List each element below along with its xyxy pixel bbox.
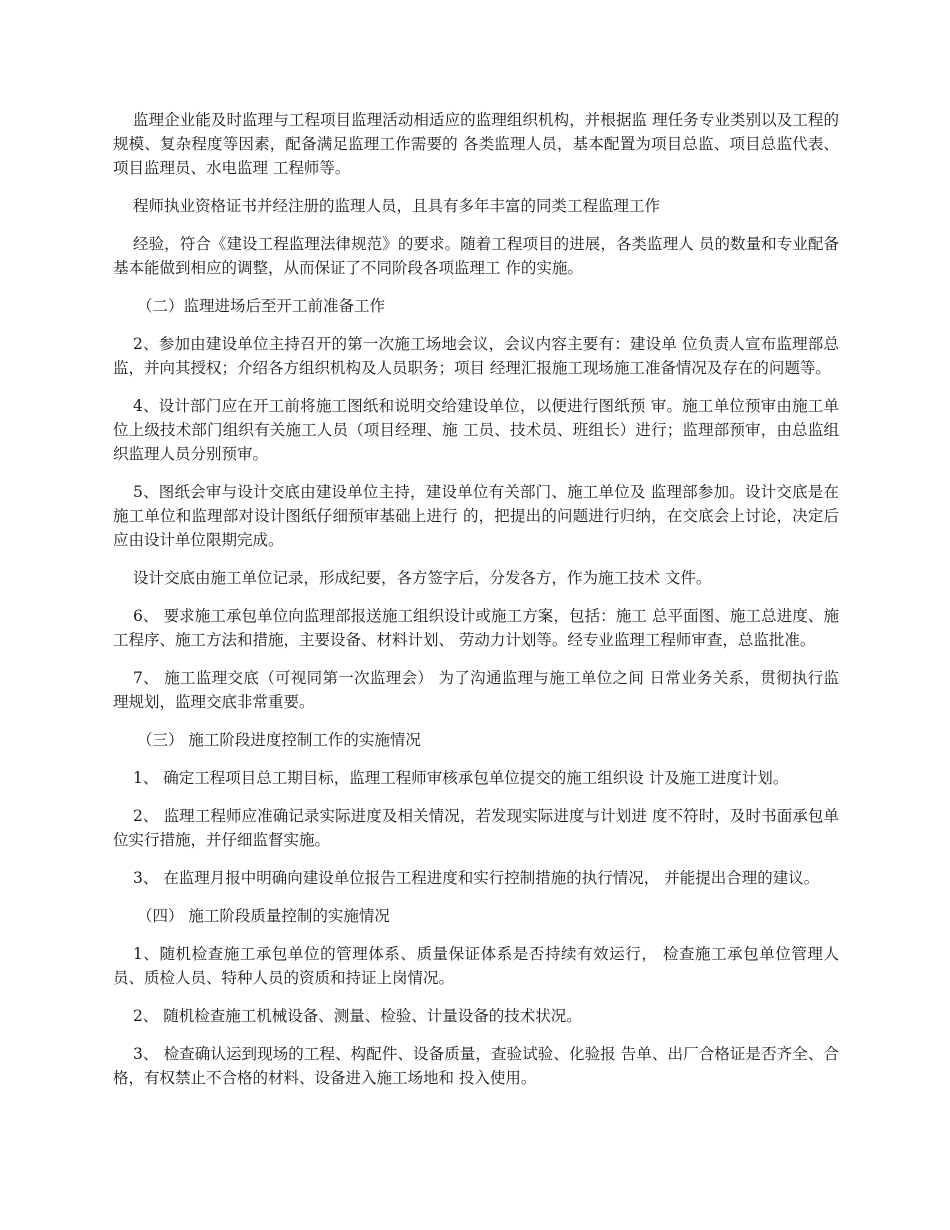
paragraph: 3、 检查确认运到现场的工程、构配件、设备质量，查验试验、化验报 告单、出厂合格证是否齐全、合格，有权禁止不合格的材料、设备进入施工场地和 投入使用。 <box>113 1045 839 1087</box>
document-body <box>113 108 839 1104</box>
paragraph: 1、 确定工程项目总工期目标，监理工程师审核承包单位提交的施工组织设 计及施工进度计划。 <box>133 769 789 787</box>
paragraph: 2、参加由建设单位主持召开的第一次施工场地会议，会议内容主要有：建设单 位负责人宣布监理部总监，并向其授权；介绍各方组织机构及人员职务；项目 经理汇报施工现场施工准备情况及存在的问题等。 <box>113 335 839 377</box>
paragraph: 3、 在监理月报中明确向建设单位报告工程进度和实行控制措施的执行情况， 并能提出合理的建议。 <box>133 869 820 887</box>
paragraph: 4、设计部门应在开工前将施工图纸和说明交给建设单位，以便进行图纸预 审。施工单位预审由施工单位上级技术部门组织有关施工人员（项目经理、施 工员、技术员、班组长）进行；监理部预审，由总监组织监理人员分别预审。 <box>113 397 839 463</box>
paragraph: 设计交底由施工单位记录，形成纪要，各方签字后，分发各方，作为施工技术 文件。 <box>133 569 712 587</box>
section-heading: （三） 施工阶段进度控制工作的实施情况 <box>137 731 421 749</box>
paragraph: 经验，符合《建设工程监理法律规范》的要求。随着工程项目的进展，各类监理人 员的数量和专业配备基本能做到相应的调整，从而保证了不同阶段各项监理工 作的实施。 <box>113 235 839 277</box>
paragraph: 2、 随机检查施工机械设备、测量、检验、计量设备的技术状况。 <box>133 1007 582 1025</box>
paragraph: 1、随机检查施工承包单位的管理体系、质量保证体系是否持续有效运行， 检查施工承包单位管理人员、质检人员、特种人员的资质和持证上岗情况。 <box>113 945 839 987</box>
section-heading: （二）监理进场后至开工前准备工作 <box>137 297 386 315</box>
paragraph: 5、图纸会审与设计交底由建设单位主持，建设单位有关部门、施工单位及 监理部参加。设计交底是在施工单位和监理部对设计图纸仔细预审基础上进行 的，把提出的问题进行归纳，在交底会上讨论，决定后应由设计单位限期完成。 <box>113 483 839 549</box>
paragraph: 7、 施工监理交底（可视同第一次监理会） 为了沟通监理与施工单位之间 日常业务关系，贯彻执行监理规划，监理交底非常重要。 <box>113 669 839 711</box>
paragraph: 程师执业资格证书并经注册的监理人员，且具有多年丰富的同类工程监理工作 <box>133 197 661 215</box>
paragraph: 监理企业能及时监理与工程项目监理活动相适应的监理组织机构，并根据监 理任务专业类别以及工程的规模、复杂程度等因素，配备满足监理工作需要的 各类监理人员，基本配置为项目总监、项目总监代表、项目监理员、水电监理 工程师等。 <box>113 111 839 177</box>
section-heading: （四） 施工阶段质量控制的实施情况 <box>137 907 390 925</box>
paragraph: 6、 要求施工承包单位向监理部报送施工组织设计或施工方案，包括：施工 总平面图、施工总进度、施工程序、施工方法和措施，主要设备、材料计划、 劳动力计划等。经专业监理工程师审查，总监批准。 <box>113 607 839 649</box>
paragraph: 2、 监理工程师应准确记录实际进度及相关情况，若发现实际进度与计划进 度不符时，及时书面承包单位实行措施，并仔细监督实施。 <box>113 807 839 849</box>
